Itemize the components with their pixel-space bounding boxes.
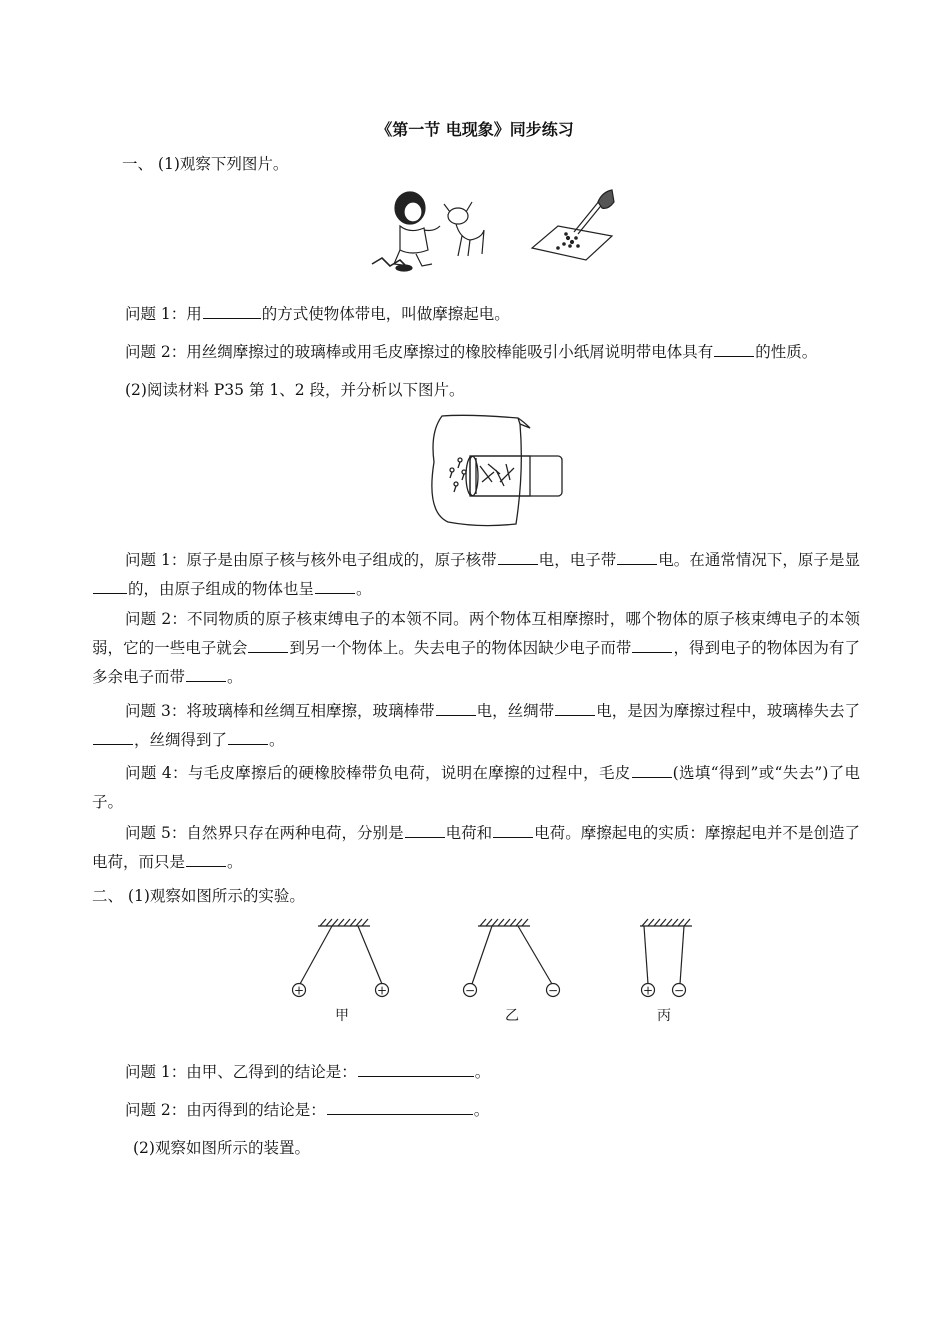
s1-p3-text-4: ，丝绸得到了 — [134, 731, 228, 749]
girl-rubbing-figure — [370, 184, 490, 272]
s2-q1-blank[interactable] — [358, 1062, 474, 1077]
charge-jia-right: + — [376, 983, 388, 998]
s1-p5-text-3: 电荷。摩擦起电的实质：摩擦起电并不是创造了电荷，而只是 — [92, 824, 860, 871]
s1-p5-blank-1[interactable] — [405, 823, 445, 838]
s1-paragraph-5 — [92, 819, 860, 877]
s1-p5-text-2: 电荷和 — [445, 824, 493, 842]
s1-p5-text-4: 。 — [227, 853, 243, 871]
s2-q1-text-before: 问题 1：由甲、乙得到的结论是： — [125, 1063, 357, 1081]
s1-p5-text-1: 问题 5：自然界只存在两种电荷，分别是 — [125, 824, 404, 842]
s1-q1-blank[interactable] — [203, 304, 261, 319]
s1-p1-text-4: 的，由原子组成的物体也呈 — [128, 580, 315, 598]
s1-p3-text-5: 。 — [269, 731, 285, 749]
s1-q2-text-before: 问题 2：用丝绸摩擦过的玻璃棒或用毛皮摩擦过的橡胶棒能吸引小纸屑说明带电体具有 — [125, 343, 714, 361]
s1-p1-blank-1[interactable] — [498, 550, 538, 565]
charge-bing-right: − — [673, 983, 685, 998]
s2-q1-text-after: 。 — [474, 1063, 491, 1081]
rod-paper-figure — [528, 188, 616, 264]
charge-jia-left: + — [293, 983, 305, 998]
setup-jia — [293, 919, 389, 997]
s1-p3-blank-1[interactable] — [436, 701, 476, 716]
s1-p3-text-3: 电，是因为摩擦过程中，玻璃棒失去了 — [596, 702, 860, 720]
s1-p1-blank-4[interactable] — [315, 579, 355, 594]
s1-paragraph-4 — [92, 759, 860, 817]
s1-p3-blank-3[interactable] — [93, 730, 133, 745]
s1-p1-blank-3[interactable] — [93, 579, 127, 594]
s2-question-2 — [125, 1098, 489, 1120]
s1-p1-text-2: 电，电子带 — [538, 551, 617, 569]
s2-q2-text-before: 问题 2：由丙得到的结论是： — [125, 1101, 326, 1119]
setup-yi — [464, 919, 560, 997]
charge-yi-right: − — [547, 983, 559, 998]
s1-p2-text-3: ，得到电子的物体因为有了多余电子而带 — [92, 639, 860, 686]
charged-balls-diagram — [280, 914, 700, 1034]
s1-q2-text-after: 的性质。 — [755, 343, 818, 361]
s1-p3-text-1: 问题 3：将玻璃棒和丝绸互相摩擦，玻璃棒带 — [125, 702, 435, 720]
s1-paragraph-3 — [92, 697, 860, 755]
s1-p3-blank-2[interactable] — [555, 701, 595, 716]
s1-question-1 — [125, 302, 510, 324]
s1-p2-blank-3[interactable] — [186, 667, 226, 682]
page-title: 《第一节 电现象》同步练习 — [376, 120, 574, 139]
s1-p1-text-1: 问题 1：原子是由原子核与核外电子组成的，原子核带 — [125, 551, 497, 569]
s1-p1-text-5: 。 — [356, 580, 372, 598]
s1-p5-blank-2[interactable] — [493, 823, 533, 838]
s1-p1-text-3: 电。在通常情况下，原子是显 — [658, 551, 860, 569]
s1-q2-blank[interactable] — [714, 342, 754, 357]
s1-p4-blank-1[interactable] — [632, 763, 672, 778]
s1-p5-blank-3[interactable] — [186, 852, 226, 867]
s1-p2-blank-2[interactable] — [632, 638, 672, 653]
s2-q2-blank[interactable] — [327, 1100, 473, 1115]
rod-wall-figure — [420, 412, 532, 528]
s1-q1-text-after: 的方式使物体带电，叫做摩擦起电。 — [261, 305, 510, 323]
s2-q2-text-after: 。 — [473, 1101, 490, 1119]
s1-q1-text-before: 问题 1：用 — [125, 305, 202, 323]
section1-heading: 一、 (1)观察下列图片。 — [122, 155, 289, 173]
label-bing: 丙 — [657, 1008, 671, 1024]
s1-p2-blank-1[interactable] — [248, 638, 288, 653]
s1-paragraph-1 — [92, 546, 860, 604]
s1-p3-text-2: 电，丝绸带 — [476, 702, 555, 720]
s1-p2-text-1: 问题 2：不同物质的原子核束缚电子的本领不同。两个物体互相摩擦时，哪个物体的原子核束缚电子的本领弱，它的一些电子就会 — [92, 610, 860, 657]
s2-question-1 — [125, 1060, 490, 1082]
s1-paragraph-2 — [92, 605, 860, 692]
label-jia: 甲 — [335, 1008, 349, 1024]
s1-question-2 — [125, 340, 817, 362]
charge-yi-left: − — [464, 983, 476, 998]
s1-p1-blank-2[interactable] — [617, 550, 657, 565]
section2-heading: 二、 (1)观察如图所示的实验。 — [92, 887, 305, 905]
s1-part2-heading: (2)阅读材料 P35 第 1、2 段，并分析以下图片。 — [125, 381, 465, 399]
label-yi: 乙 — [505, 1008, 519, 1024]
s2-part2-heading: (2)观察如图所示的装置。 — [133, 1139, 310, 1157]
s1-p4-text-1: 问题 4：与毛皮摩擦后的硬橡胶棒带负电荷，说明在摩擦的过程中，毛皮 — [125, 764, 631, 782]
s1-p3-blank-4[interactable] — [228, 730, 268, 745]
s1-p2-text-4: 。 — [227, 668, 243, 686]
s1-p4-text-2: (选填“得到”或“失去”)了电子。 — [92, 764, 861, 811]
charge-bing-left: + — [642, 983, 654, 998]
s1-p2-text-2: 到另一个物体上。失去电子的物体因缺少电子而带 — [289, 639, 632, 657]
